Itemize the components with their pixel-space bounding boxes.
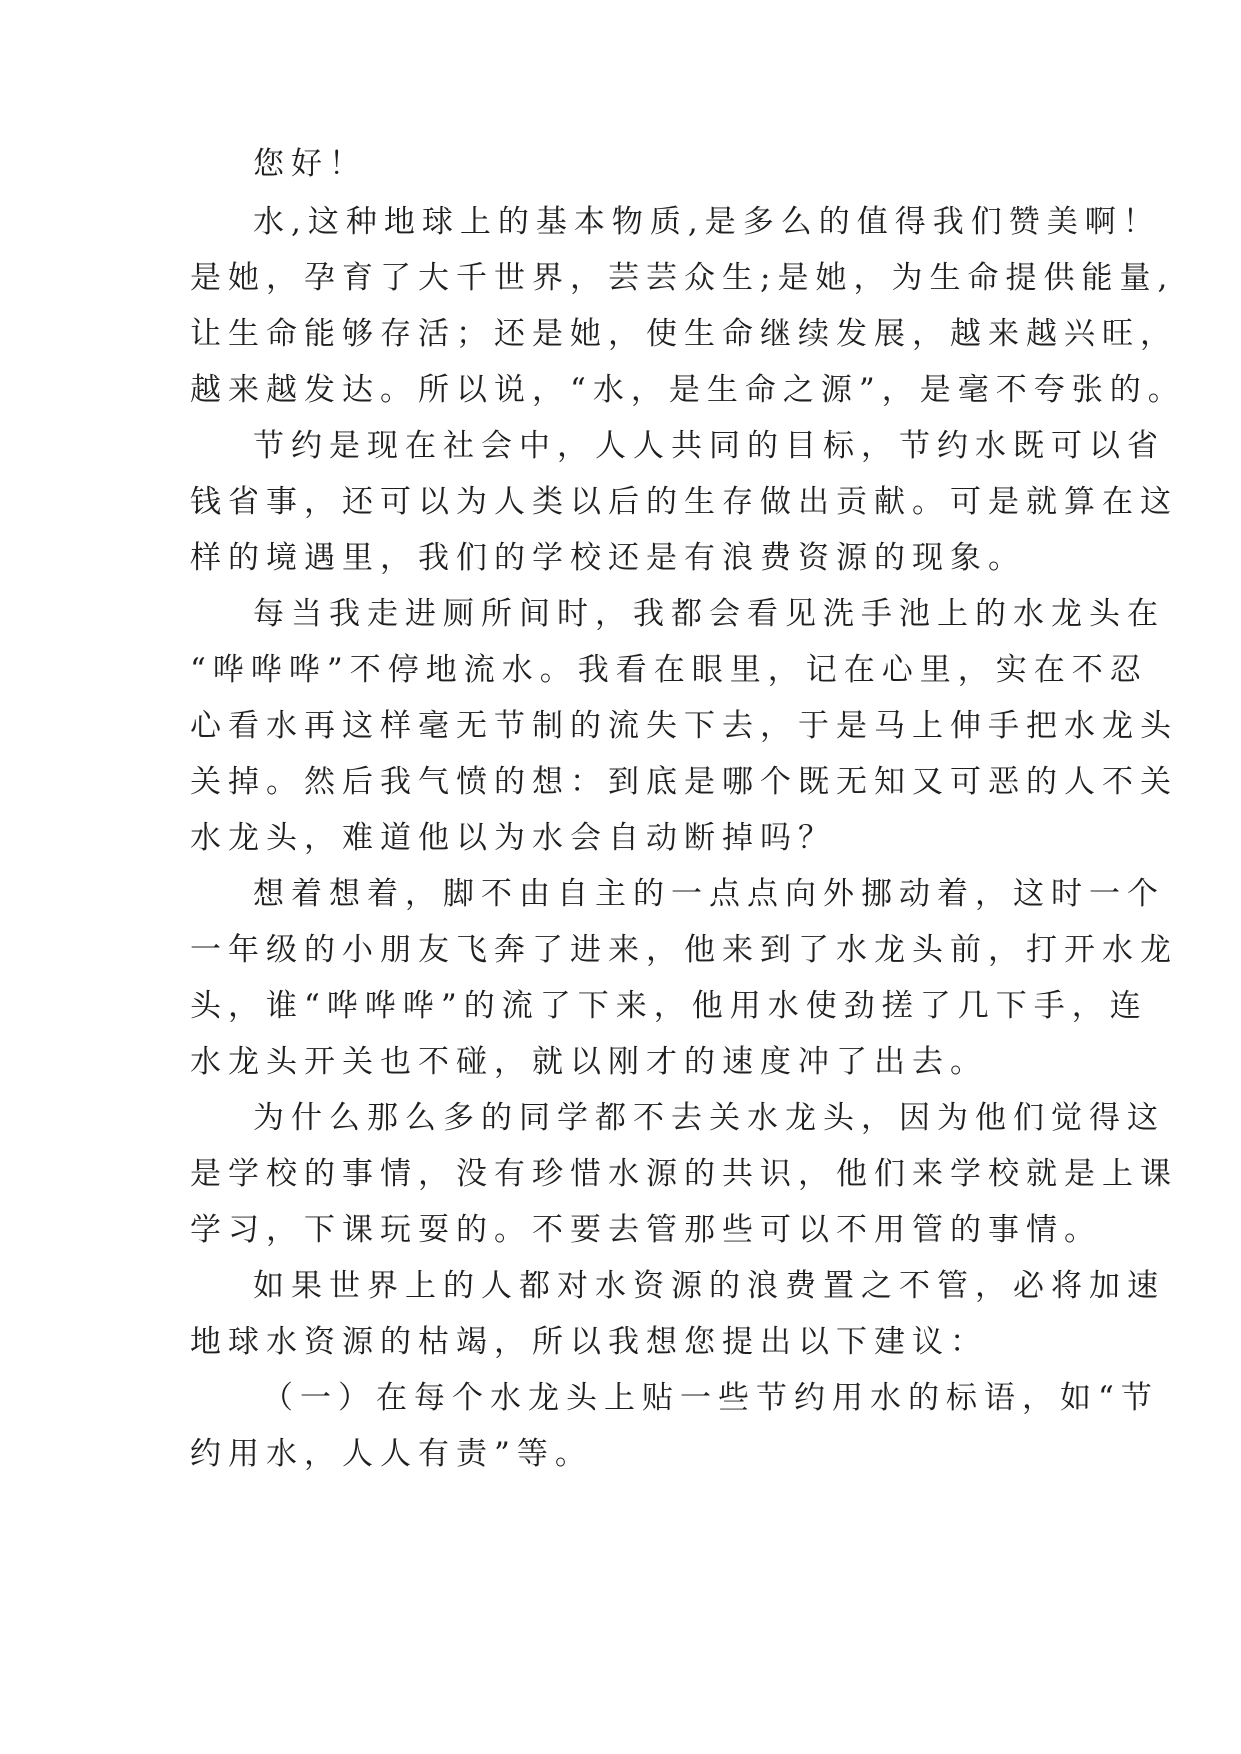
greeting-line: 您好！ [253, 146, 367, 182]
paragraph-2-line-2: 钱省事，还可以为人类以后的生存做出贡献。可是就算在这 [190, 484, 1178, 520]
paragraph-4-line-4: 水龙头开关也不碰，就以刚才的速度冲了出去。 [190, 1044, 988, 1080]
paragraph-6-line-1: 如果世界上的人都对水资源的浪费置之不管，必将加速 [253, 1268, 1165, 1304]
paragraph-3-line-3: 心看水再这样毫无节制的流失下去，于是马上伸手把水龙头 [190, 708, 1178, 744]
paragraph-6-line-2: 地球水资源的枯竭，所以我想您提出以下建议： [190, 1324, 988, 1360]
paragraph-1-line-1: 水,这种地球上的基本物质,是多么的值得我们赞美啊！ [253, 204, 1161, 240]
paragraph-5-line-3: 学习，下课玩耍的。不要去管那些可以不用管的事情。 [190, 1212, 1102, 1248]
suggestion-1-line-2: 约用水，人人有责”等。 [190, 1436, 593, 1472]
paragraph-3-line-5: 水龙头，难道他以为水会自动断掉吗？ [190, 820, 836, 856]
paragraph-4-line-1: 想着想着，脚不由自主的一点点向外挪动着，这时一个 [253, 876, 1165, 912]
paragraph-3-line-1: 每当我走进厕所间时，我都会看见洗手池上的水龙头在 [253, 596, 1165, 632]
paragraph-1-line-2: 是她，孕育了大千世界，芸芸众生;是她，为生命提供能量, [190, 260, 1175, 296]
paragraph-2-line-1: 节约是现在社会中，人人共同的目标，节约水既可以省 [253, 428, 1165, 464]
paragraph-1-line-4: 越来越发达。所以说，“水，是生命之源”，是毫不夸张的。 [190, 372, 1186, 408]
paragraph-3-line-2: “哗哗哗”不停地流水。我看在眼里，记在心里，实在不忍 [190, 652, 1148, 688]
paragraph-3-line-4: 关掉。然后我气愤的想：到底是哪个既无知又可恶的人不关 [190, 764, 1178, 800]
paragraph-5-line-2: 是学校的事情，没有珍惜水源的共识，他们来学校就是上课 [190, 1156, 1178, 1192]
suggestion-1-line-1: （一）在每个水龙头上贴一些节约用水的标语，如“节 [262, 1380, 1159, 1416]
paragraph-2-line-3: 样的境遇里，我们的学校还是有浪费资源的现象。 [190, 540, 1026, 576]
paragraph-4-line-2: 一年级的小朋友飞奔了进来，他来到了水龙头前，打开水龙 [190, 932, 1178, 968]
paragraph-1-line-3: 让生命能够存活；还是她，使生命继续发展，越来越兴旺， [190, 316, 1178, 352]
paragraph-5-line-1: 为什么那么多的同学都不去关水龙头，因为他们觉得这 [253, 1100, 1165, 1136]
paragraph-4-line-3: 头，谁“哗哗哗”的流了下来，他用水使劲搓了几下手，连 [190, 988, 1148, 1024]
